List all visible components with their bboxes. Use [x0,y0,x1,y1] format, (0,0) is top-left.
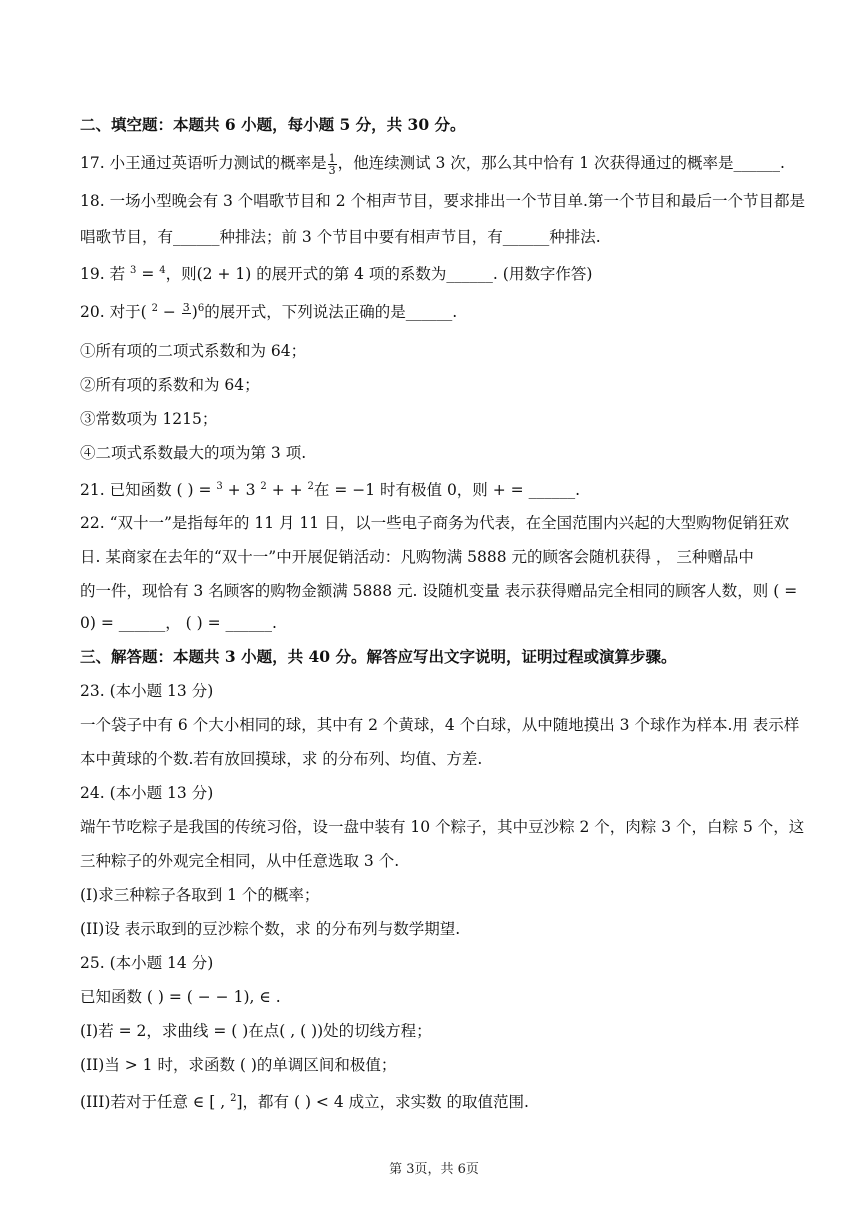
q21-exponent-1: 3 [216,481,223,492]
q20-fraction [182,302,191,325]
q17-suffix: ，他连续测试 3 次，那么其中恰有 1 次获得通过的概率是______. [337,154,785,172]
question-22-line-2: 日. 某商家在去年的“双十一”中开展促销活动：凡购物满 5888 元的顾客会随机获得 ， 三种赠品中 [80,548,754,566]
question-22-line-4: 0) = ______， ( ) = ______. [80,614,277,632]
question-23-line-1: 一个袋子中有 6 个大小相同的球，其中有 2 个黄球，4 个白球，从中随地摸出 3 个球作为样本.用 表示样 [80,716,800,734]
q21-part-4: 在 = −1 时有极值 0，则 + = ______. [313,481,580,500]
q20-option-1: ①所有项的二项式系数和为 64； [80,342,307,360]
q21-part-3: + + [266,481,308,500]
q20-fraction-numerator: 3 [182,300,190,314]
question-25-line-1: 已知函数 ( ) = ( − − 1), ∈ . [80,988,281,1006]
q21-part-2: + 3 [222,481,261,500]
question-25-part-1: (I)若 = 2，求曲线 = ( )在点( , ( ))处的切线方程； [80,1022,432,1040]
question-25-part-3 [80,1088,529,1113]
q20-fraction-denominator [182,314,191,325]
q17-fraction-denominator: 3 [328,163,336,177]
question-19 [80,260,592,285]
question-17 [80,152,785,176]
q20-exponent-2: 6 [197,303,205,314]
q17-prefix: 17. 小王通过英语听力测试的概率是 [80,154,327,172]
question-25-part-2: (II)当 > 1 时，求函数 ( )的单调区间和极值； [80,1056,397,1074]
question-18-line-1: 18. 一场小型晚会有 3 个唱歌节目和 2 个相声节目，要求排出一个节目单.第一个节目和最后一个节目都是 [80,192,805,210]
q20-part-2: − [157,303,181,322]
page-footer: 第 3页，共 6页 [389,1162,479,1177]
question-20 [80,298,457,325]
q19-exponent-1: 3 [130,265,137,276]
q20-part-4: 的展开式，下列说法正确的是______. [204,303,458,322]
question-25-title: 25. (本小题 14 分) [80,954,214,972]
question-21 [80,476,580,501]
q20-part-1: 20. 对于( [80,303,152,322]
q25-part-3-a: (III)若对于任意 ∈ [ , [80,1093,231,1112]
q20-part-3: ) [191,303,198,322]
q25-part-3-b: ]，都有 ( ) < 4 成立，求实数 的取值范围. [236,1093,529,1112]
q20-option-3: ③常数项为 1215； [80,410,218,428]
question-24-part-1: (I)求三种粽子各取到 1 个的概率； [80,886,320,904]
q19-part-3: ，则(2 + 1) 的展开式的第 4 项的系数为______. (用数字作答) [165,265,593,284]
section-3-heading: 三、解答题：本题共 3 小题，共 40 分。解答应写出文字说明，证明过程或演算步骤。 [80,647,677,666]
question-22-line-1: 22. “双十一”是指每年的 11 月 11 日，以一些电子商务为代表，在全国范围内兴起的大型购物促销狂欢 [80,514,790,532]
question-24-line-2: 三种粽子的外观完全相同，从中任意选取 3 个. [80,852,400,870]
question-23-title: 23. (本小题 13 分) [80,682,214,700]
section-2-heading: 二、填空题：本题共 6 小题，每小题 5 分，共 30 分。 [80,115,466,134]
q21-part-1: 21. 已知函数 ( ) = [80,481,217,500]
q21-exponent-3: 2 [307,481,314,492]
question-18-line-2: 唱歌节目，有______种排法；前 3 个节目中要有相声节目，有______种排法. [80,228,601,246]
question-24-title: 24. (本小题 13 分) [80,784,214,802]
q20-option-2: ②所有项的系数和为 64； [80,376,260,394]
q20-exponent-1: 2 [151,303,158,314]
question-22-line-3: 的一件，现恰有 3 名顾客的购物金额满 5888 元. 设随机变量 表示获得赠品完全相同的顾客人数，则 ( = [80,582,798,600]
q19-part-1: 19. 若 [80,265,131,284]
q17-fraction [328,153,337,176]
question-23-line-2: 本中黄球的个数.若有放回摸球，求 的分布列、均值、方差. [80,750,483,768]
question-24-part-2: (II)设 表示取到的豆沙粽个数，求 的分布列与数学期望. [80,920,461,938]
q20-option-4: ④二项式系数最大的项为第 3 项. [80,444,307,462]
q21-exponent-2: 2 [260,481,267,492]
q17-fraction-numerator: 1 [328,151,336,165]
q19-part-2: = [136,265,160,284]
question-24-line-1: 端午节吃粽子是我国的传统习俗，设一盘中装有 10 个粽子，其中豆沙粽 2 个，肉粽 3 个，白粽 5 个，这 [80,818,805,836]
q25-part-3-exponent: 2 [230,1093,237,1104]
q19-exponent-2: 4 [159,265,166,276]
